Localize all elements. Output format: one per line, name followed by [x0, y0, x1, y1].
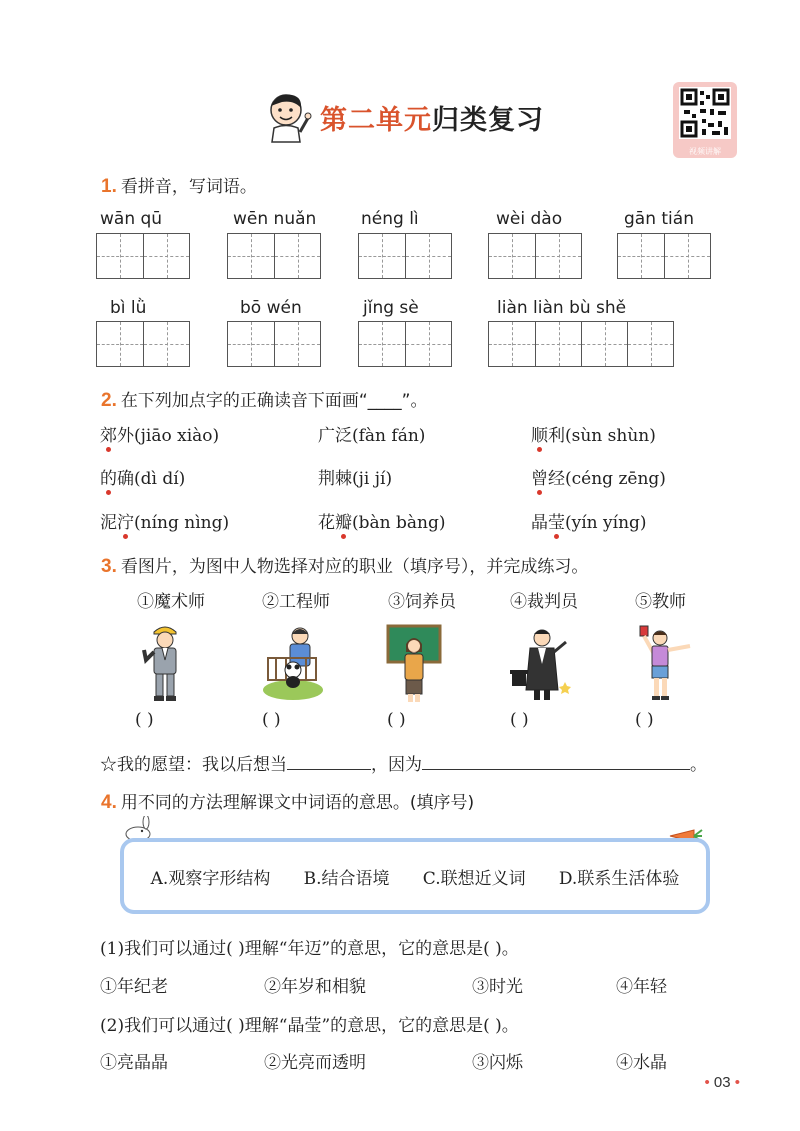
sub2-option: ①亮晶晶 — [100, 1053, 168, 1073]
answer-blank[interactable]: ( ) — [135, 710, 154, 730]
qr-code[interactable] — [673, 82, 737, 158]
qr-label: 视频讲解 — [689, 147, 721, 156]
method-b: B.结合语境 — [303, 868, 390, 889]
wish-job-blank[interactable] — [287, 769, 371, 770]
answer-blank[interactable]: ( ) — [510, 710, 529, 730]
answer-blank[interactable]: ( ) — [635, 710, 654, 730]
referee-illustration — [636, 624, 694, 704]
qr-code-icon — [673, 82, 737, 144]
question-1-heading: 1. 看拼音，写词语。 — [101, 176, 257, 197]
pinyin-3: néng lì — [361, 209, 419, 229]
pronunciation-item: 花瓣(bàn bàng) — [318, 508, 445, 533]
page-title: 第二单元归类复习 — [320, 105, 544, 136]
pinyin-7: bō wén — [240, 298, 302, 318]
question-3-heading: 3. 看图片，为图中人物选择对应的职业（填序号），并完成练习。 — [101, 556, 589, 577]
sub1-option: ④年轻 — [616, 977, 667, 997]
wish-reason-blank[interactable] — [422, 769, 690, 770]
writing-grid[interactable] — [358, 321, 452, 367]
writing-grid[interactable] — [227, 321, 321, 367]
pinyin-4: wèi dào — [496, 209, 563, 229]
page-number: • 03 • — [704, 1074, 740, 1091]
method-c: C.联想近义词 — [422, 868, 526, 889]
pinyin-6: bì lǜ — [110, 298, 147, 318]
job-option: ①魔术师 — [137, 592, 205, 612]
pinyin-2: wēn nuǎn — [233, 209, 317, 229]
sub2-option: ③闪烁 — [472, 1053, 523, 1073]
question-2-heading: 2. 在下列加点字的正确读音下面画“____”。 — [101, 390, 428, 411]
sub-question-1[interactable]: (1)我们可以通过( )理解“年迈”的意思，它的意思是( )。 — [100, 939, 519, 959]
pinyin-1: wān qū — [100, 209, 163, 229]
pronunciation-item: 荆棘(ji jí) — [318, 469, 393, 489]
answer-blank[interactable]: ( ) — [387, 710, 406, 730]
writing-grid[interactable] — [96, 321, 190, 367]
header-mascot — [258, 88, 314, 144]
methods-box — [120, 838, 710, 914]
job-option: ②工程师 — [262, 592, 330, 612]
zookeeper-illustration — [262, 624, 324, 702]
sub2-option: ④水晶 — [616, 1053, 667, 1073]
pronunciation-item: 广泛(fàn fán) — [318, 426, 426, 446]
sub1-option: ②年岁和相貌 — [264, 977, 366, 997]
job-option: ⑤教师 — [635, 592, 686, 612]
pinyin-9: liàn liàn bù shě — [497, 298, 627, 318]
sub1-option: ③时光 — [472, 977, 523, 997]
writing-grid[interactable] — [227, 233, 321, 279]
answer-blank[interactable]: ( ) — [262, 710, 281, 730]
writing-grid[interactable] — [617, 233, 711, 279]
writing-grid[interactable] — [358, 233, 452, 279]
writing-grid[interactable] — [488, 233, 582, 279]
sub-question-2[interactable]: (2)我们可以通过( )理解“晶莹”的意思，它的意思是( )。 — [100, 1016, 519, 1036]
pronunciation-item: 顺利(sùn shùn) — [531, 421, 656, 446]
magician-illustration — [510, 624, 572, 704]
pronunciation-item: 曾经(céng zēng) — [531, 464, 666, 489]
sub1-option: ①年纪老 — [100, 977, 168, 997]
method-a: A.观察字形结构 — [150, 868, 271, 889]
job-option: ④裁判员 — [510, 592, 578, 612]
teacher-illustration — [384, 624, 444, 704]
writing-grid[interactable] — [488, 321, 674, 367]
pinyin-5: gān tián — [624, 209, 694, 229]
writing-grid[interactable] — [96, 233, 190, 279]
method-d: D.联系生活体验 — [558, 868, 680, 889]
pinyin-8: jǐng sè — [363, 298, 419, 318]
wish-sentence: ☆我的愿望：我以后想当 ，因为 。 — [100, 755, 707, 775]
job-option: ③饲养员 — [388, 592, 456, 612]
sub2-option: ②光亮而透明 — [264, 1053, 366, 1073]
pronunciation-item: 郊外(jiāo xiào) — [100, 421, 219, 446]
question-4-heading: 4. 用不同的方法理解课文中词语的意思。(填序号) — [101, 792, 475, 813]
pronunciation-item: 晶莹(yín yíng) — [531, 508, 647, 533]
engineer-illustration — [140, 620, 190, 704]
pronunciation-item: 泥泞(níng nìng) — [100, 508, 229, 533]
pronunciation-item: 的确(dì dí) — [100, 464, 185, 489]
